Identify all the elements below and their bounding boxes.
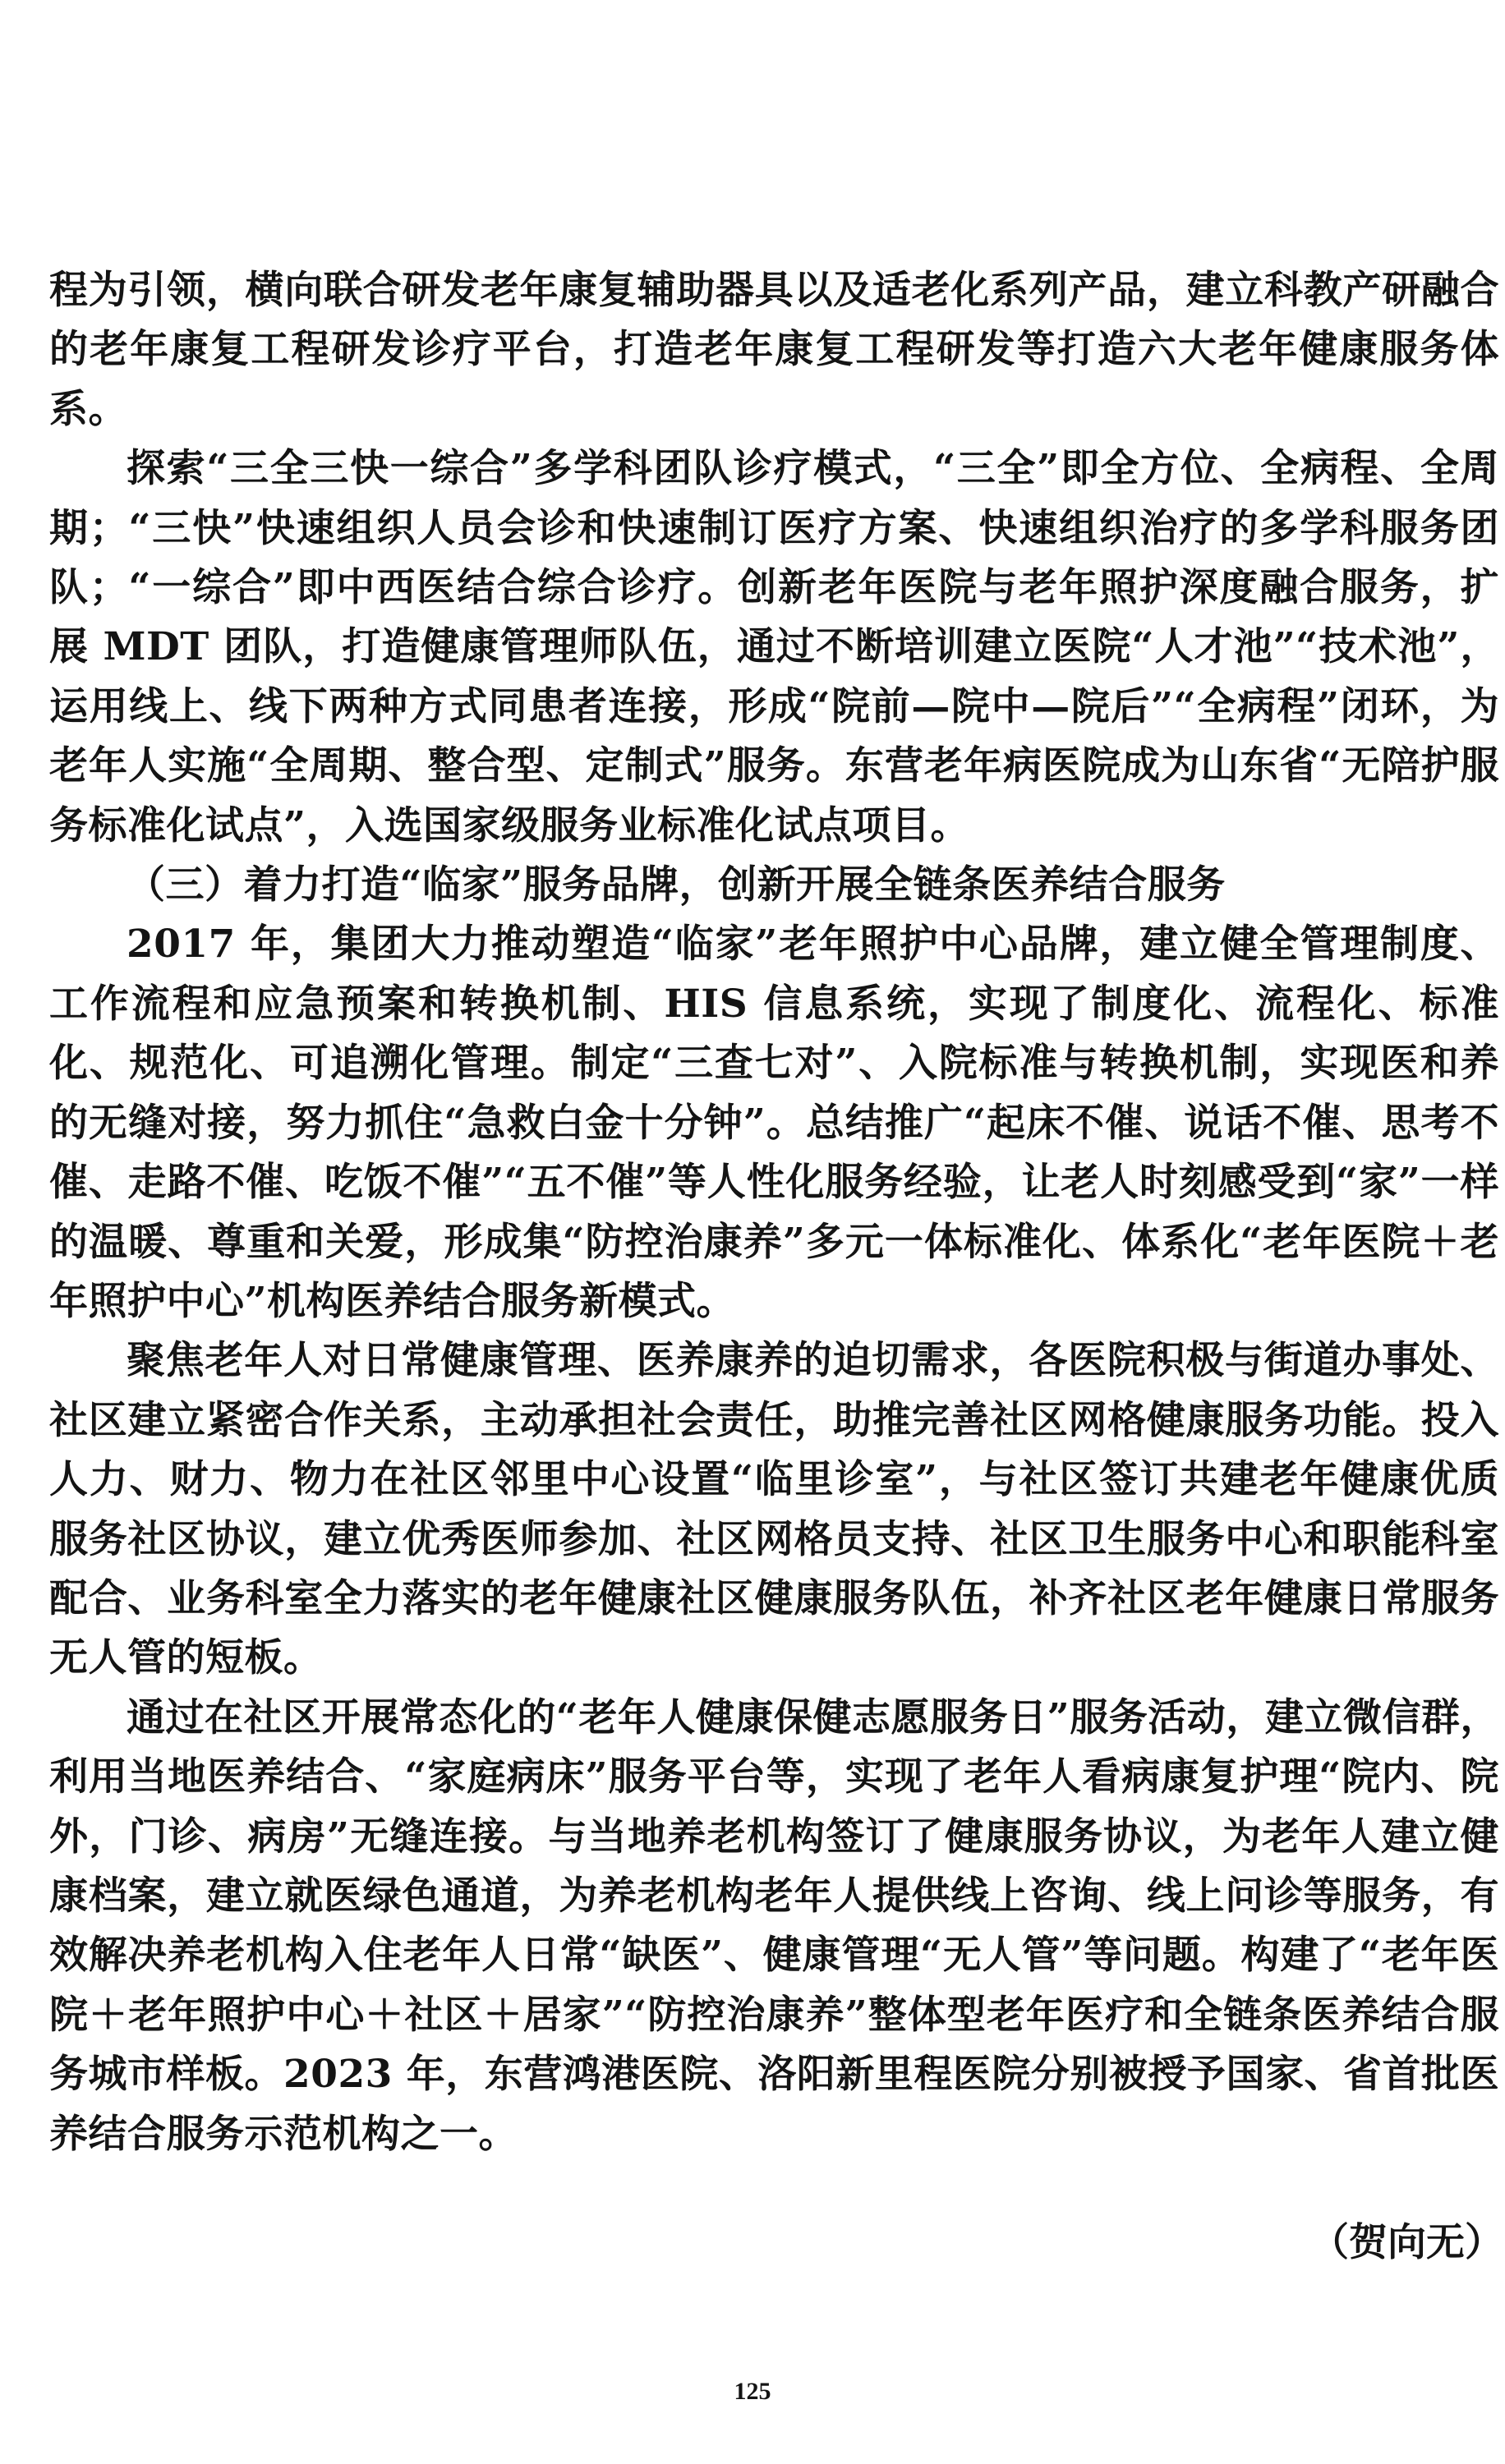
page-number: 125 — [734, 2378, 771, 2405]
paragraph-3: 2017 年，集团大力推动塑造“临家”老年照护中心品牌，建立健全管理制度、工作流程和应急预案和转换机制、HIS 信息系统，实现了制度化、流程化、标准化、规范化、可追溯化管理。制定“三查七对”、入院标准与转换机制，实现医和养的无缝对接，努力抓住“急救白金十分钟”。总结推广“起床不催、说话不催、思考不催、走路不催、吃饭不催”“五不催”等人性化服务经验，让老人时刻感受到“家”一样的温暖、尊重和关爱，形成集“防控治康养”多元一体标准化、体系化“老年医院＋老年照护中心”机构医养结合服务新模式。 — [49, 922, 1499, 1324]
paragraph-5: 通过在社区开展常态化的“老年人健康保健志愿服务日”服务活动，建立微信群，利用当地医养结合、“家庭病床”服务平台等，实现了老年人看病康复护理“院内、院外，门诊、病房”无缝连接。与当地养老机构签订了健康服务协议，为老年人建立健康档案，建立就医绿色通道，为养老机构老年人提供线上咨询、线上问诊等服务，有效解决养老机构入住老年人日常“缺医”、健康管理“无人管”等问题。构建了“老年医院＋老年照护中心＋社区＋居家”“防控治康养”整体型老年医疗和全链条医养结合服务城市样板。2023 年，东营鸿港医院、洛阳新里程医院分别被授予国家、省首批医养结合服务示范机构之一。 — [49, 1694, 1499, 2157]
paragraph-4: 聚焦老年人对日常健康管理、医养康养的迫切需求，各医院积极与街道办事处、社区建立紧密合作关系，主动承担社会责任，助推完善社区网格健康服务功能。投入人力、财力、物力在社区邻里中心设置“临里诊室”，与社区签订共建老年健康优质服务社区协议，建立优秀医师参加、社区网格员支持、社区卫生服务中心和职能科室配合、业务科室全力落实的老年健康社区健康服务队伍，补齐社区老年健康日常服务无人管的短板。 — [49, 1338, 1499, 1681]
section-heading: （三）着力打造“临家”服务品牌，创新开展全链条医养结合服务 — [127, 862, 1226, 908]
paragraph-1: 程为引领，横向联合研发老年康复辅助器具以及适老化系列产品，建立科教产研融合的老年康复工程研发诊疗平台，打造老年康复工程研发等打造六大老年健康服务体系。 — [49, 268, 1499, 432]
author-signature: （贺向无） — [1310, 2220, 1503, 2265]
paragraph-2: 探索“三全三快一综合”多学科团队诊疗模式，“三全”即全方位、全病程、全周期；“三快”快速组织人员会诊和快速制订医疗方案、快速组织治疗的多学科服务团队；“一综合”即中西医结合综合诊疗。创新老年医院与老年照护深度融合服务，扩展 MDT 团队，打造健康管理师队伍，通过不断培训建立医院“人才池”“技术池”，运用线上、线下两种方式同患者连接，形成“院前—院中—院后”“全病程”闭环，为老年人实施“全周期、整合型、定制式”服务。东营老年病医院成为山东省“无陪护服务标准化试点”，入选国家级服务业标准化试点项目。 — [49, 446, 1499, 848]
document-body — [49, 261, 1499, 2164]
